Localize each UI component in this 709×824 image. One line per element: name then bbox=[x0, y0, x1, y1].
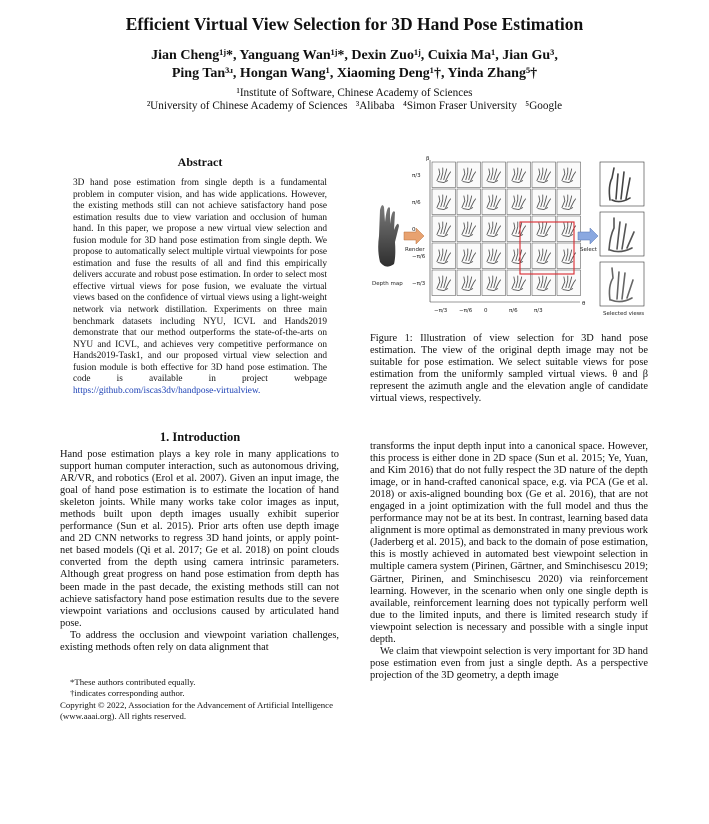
x-tick-label: π/3 bbox=[534, 308, 543, 314]
footnotes bbox=[60, 677, 339, 722]
project-link[interactable]: https://github.com/iscas3dv/handpose-virtualview. bbox=[73, 385, 261, 396]
select-label: Select bbox=[580, 247, 597, 253]
candidate-view-cell bbox=[457, 189, 481, 215]
candidate-view-cell bbox=[557, 216, 581, 242]
affiliations-line-1: ¹Institute of Software, Chinese Academy of Sciences bbox=[236, 87, 473, 99]
footnote-equal: *These authors contributed equally. bbox=[70, 677, 196, 687]
candidate-view-cell bbox=[482, 243, 506, 269]
x-tick-label: 0 bbox=[484, 308, 488, 314]
y-tick-label: π/3 bbox=[412, 172, 421, 179]
selected-views-label: Selected views bbox=[603, 311, 645, 317]
footnote-corresponding: †indicates corresponding author. bbox=[70, 688, 185, 699]
beta-axis-label: β bbox=[426, 156, 430, 162]
affiliations bbox=[0, 87, 709, 113]
candidate-view-cell bbox=[432, 162, 456, 188]
left-column bbox=[60, 449, 339, 654]
candidate-view-cell bbox=[457, 243, 481, 269]
candidate-view-cell bbox=[532, 189, 556, 215]
candidate-view-cell bbox=[457, 216, 481, 242]
render-label: Render bbox=[405, 247, 425, 253]
candidate-view-cell bbox=[482, 189, 506, 215]
candidate-view-cell bbox=[532, 162, 556, 188]
intro-paragraph-4: We claim that viewpoint selection is very important for 3D hand pose estimation even from just a single depth. As a perspective projection of the 3D geometry, a depth image bbox=[370, 645, 648, 681]
affiliations-line-2: ²University of Chinese Academy of Sciences ³Alibaba ⁴Simon Fraser University ⁵Google bbox=[146, 100, 563, 112]
author-list bbox=[0, 47, 709, 83]
paper-title: Efficient Virtual View Selection for 3D Hand Pose Estimation bbox=[125, 14, 584, 34]
right-column bbox=[370, 441, 648, 682]
abstract-body bbox=[73, 178, 327, 397]
candidate-view-cell bbox=[432, 216, 456, 242]
x-tick-labels bbox=[434, 308, 543, 314]
copyright-notice: Copyright © 2022, Association for the Advancement of Artificial Intelligence (www.aaai.org). All rights reserved. bbox=[60, 699, 333, 721]
theta-axis-label: θ bbox=[582, 301, 586, 307]
candidate-view-cell bbox=[507, 162, 531, 188]
x-tick-label: π/6 bbox=[509, 308, 518, 314]
x-tick-label: −π/6 bbox=[459, 308, 473, 314]
candidate-view-cell bbox=[432, 270, 456, 296]
candidate-view-cell bbox=[557, 243, 581, 269]
authors-line-1: Jian Cheng¹ʲ*, Yanguang Wan¹ʲ*, Dexin Zuo¹ʲ, Cuixia Ma¹, Jian Gu³, bbox=[151, 48, 558, 63]
depth-map-image bbox=[378, 205, 399, 266]
candidate-view-cell bbox=[482, 216, 506, 242]
introduction-heading: 1. Introduction bbox=[159, 430, 241, 444]
figure-1-svg bbox=[368, 152, 658, 322]
candidate-view-cell bbox=[432, 189, 456, 215]
candidate-view-cell bbox=[557, 189, 581, 215]
candidate-view-cell bbox=[457, 270, 481, 296]
y-tick-label: π/6 bbox=[412, 199, 421, 206]
intro-paragraph-1: Hand pose estimation plays a key role in many applications to support human computer interaction, such as autonomous driving, AR/VR, and robotics (Erol et al. 2007). Given an input image, the goal of hand pose estimation is to estimate the location of hand skeleton joints. While many works take color images as input, methods built upon depth images usually exhibit superior performance (Sun et al. 2015). Prior arts often use depth image and 2D CNN networks to regress 3D hand joints, or apply point-net based models (Qi et al. 2017; Ge et al. 2018) on point clouds converted from the depth using camera intrinsic parameters. Although great progress on hand pose estimation from depth has been made in the past decade, the existing methods still can not achieve satisfactory hand pose estimation results due to the severe viewpoint variations and occlusions caused by articulated hand pose. bbox=[60, 449, 339, 629]
candidate-view-cell bbox=[532, 243, 556, 269]
candidate-view-cell bbox=[457, 162, 481, 188]
candidate-view-cell bbox=[507, 243, 531, 269]
abstract-heading: Abstract bbox=[177, 155, 223, 169]
candidate-view-cell bbox=[482, 162, 506, 188]
candidate-view-cell bbox=[432, 243, 456, 269]
figure-caption: Figure 1: Illustration of view selection for 3D hand pose estimation. The view of the original depth image may not be suitable for pose estimation. We select suitable views for pose estimation from the uniformly sampled virtual views. θ and β represent the azimuth angle and the elevation angle of candidate virtual views, respectively. bbox=[370, 333, 648, 405]
candidate-view-cell bbox=[557, 162, 581, 188]
y-tick-label: −π/6 bbox=[412, 253, 426, 260]
candidate-view-cell bbox=[482, 270, 506, 296]
authors-line-2: Ping Tan³ʴ, Hongan Wang¹, Xiaoming Deng¹†, Yinda Zhang⁵† bbox=[171, 66, 538, 81]
y-tick-label: 0 bbox=[412, 226, 416, 233]
selected-views-column bbox=[600, 162, 644, 306]
depth-map-label: Depth map bbox=[372, 281, 403, 287]
intro-paragraph-3: transforms the input depth input into a canonical space. However, this process is either done in 2D space (Sun et al. 2015; Ye, Yuan, and Kim 2016) that do not fully respect the 3D nature of the depth image, or in hand-crafted canonical space, e.g. via PCA (Ge et al. 2018) or axis-aligned bounding box (Ge et al. 2016), that are not engaged in a joint optimization with the full model and thus the performance may not be at its best. In contrast, learning based data alignment is more optimal as demonstrated in many previous work (Jaderberg et al. 2015), and back to the domain of pose estimation, this is mostly achieved in automated best viewpoint selection in multiple camera system (Pirinen, Gärtner, and Sminchisescu 2019; Gärtner, Pirinen, and Sminchisescu 2020) via reinforcement learning. However, in the scenario when only one single depth is available, reinforcement learning does not typically perform well due to the limited inputs, and there is limited research study if viewpoint selection is necessary and possible with a single input depth. bbox=[370, 441, 648, 645]
y-tick-label: −π/3 bbox=[412, 280, 426, 287]
x-tick-label: −π/3 bbox=[434, 308, 448, 314]
figure-1 bbox=[368, 152, 658, 322]
candidate-view-grid bbox=[432, 162, 581, 296]
candidate-view-cell bbox=[507, 189, 531, 215]
y-tick-labels bbox=[412, 173, 426, 287]
select-arrow bbox=[578, 228, 598, 244]
candidate-view-cell bbox=[532, 216, 556, 242]
candidate-view-cell bbox=[507, 216, 531, 242]
intro-paragraph-2: To address the occlusion and viewpoint variation challenges, existing methods often rely on data alignment that bbox=[60, 629, 339, 653]
abstract-text: 3D hand pose estimation from single depth is a fundamental problem in computer vision, and has wide applications. However, the existing methods still can not achieve satisfactory hand pose estimation results due to view variation and occlusion of human hand. In this paper, we propose a new virtual view selection and fusion module for 3D hand pose estimation from single depth. We propose to automatically select multiple virtual viewpoints for pose estimation and fuse the results of all and find this empirically delivers accurate and robust pose estimation. In order to select most effective virtual views for pose fusion, we evaluate the virtual views based on the confidence of virtual views using a light-weight network via network distillation. Experiments on three main benchmark datasets including NYU, ICVL and Hands2019 demonstrate that our method outperforms the state-of-the-arts on NYU and ICVL, and achieves very competitive performance on Hands2019-Task1, and our proposed virtual view selection and fusion module is both effective for 3D hand pose estimation. The code is available in project webpage bbox=[73, 178, 327, 385]
